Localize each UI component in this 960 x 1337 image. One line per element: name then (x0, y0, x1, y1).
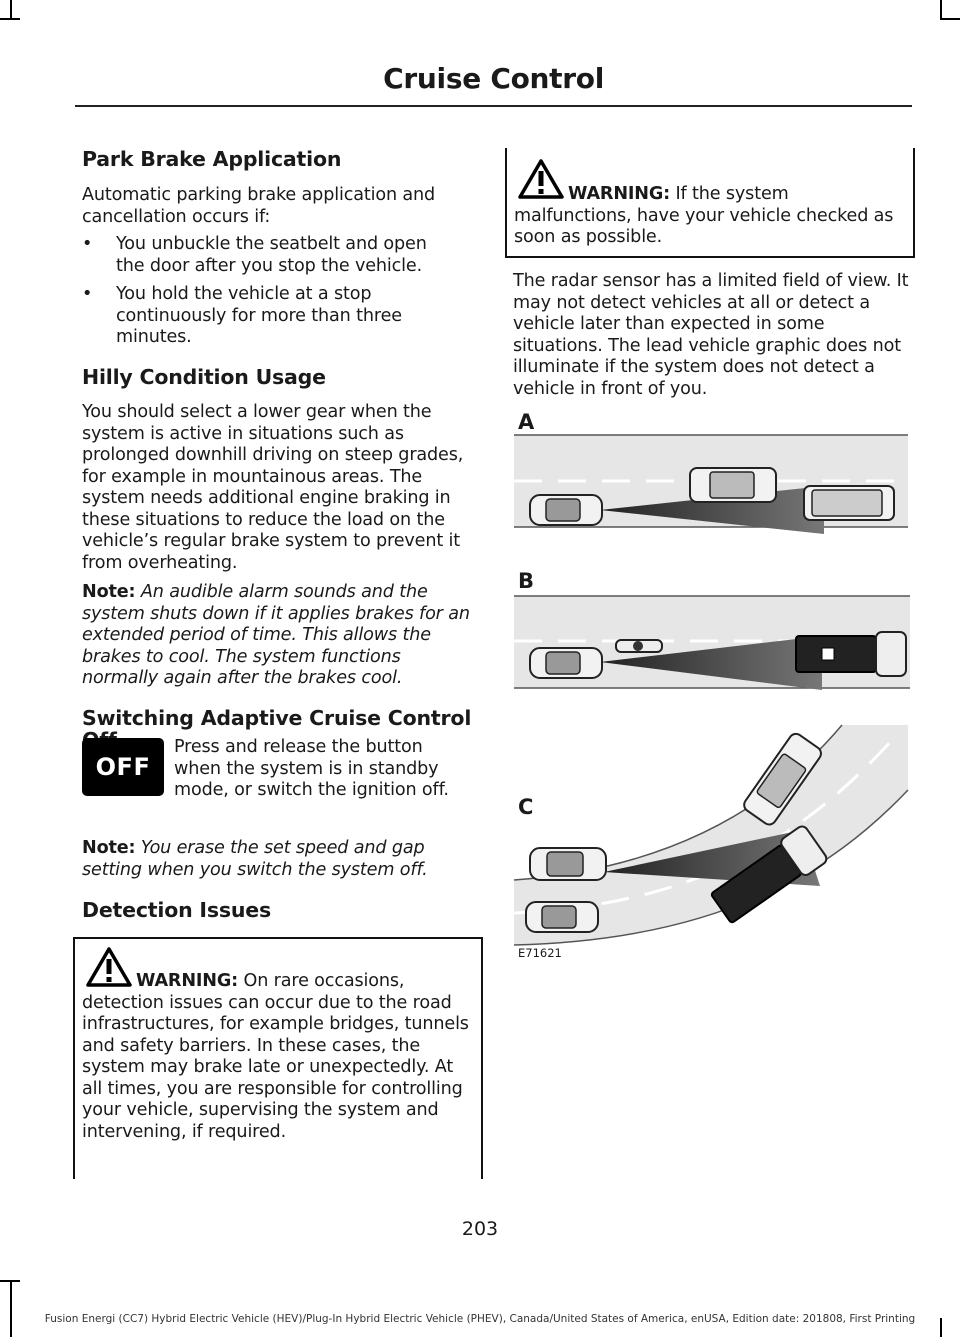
crop-mark (10, 1280, 12, 1337)
crop-mark (0, 18, 20, 20)
hilly-note (82, 582, 476, 690)
diagram-label-a: A (518, 410, 535, 434)
park-brake-intro: Automatic parking brake application and cancellation occurs if: (82, 185, 436, 227)
detection-warning (82, 971, 476, 1143)
radar-body: The radar sensor has a limited field of view. It may not detect vehicles at all or detect a vehicle later than expected in some situations. The lead vehicle graphic does not illuminate if the system does not detect a vehicle in front of you. (513, 271, 909, 399)
malfunction-warning (514, 184, 906, 249)
warning-text: On rare occasions, detection issues can occur due to the road infrastructures, for example bridges, tunnels and safety barriers. In these cases, the system may brake late or unexpectedly. At all times, you are responsible for controlling your vehicle, supervising the system and intervening, if required. (82, 971, 469, 1142)
note-text: You erase the set speed and gap setting when you switch the system off. (82, 838, 428, 880)
section-heading-park-brake: Park Brake Application (82, 147, 342, 171)
page-number: 203 (461, 1218, 499, 1240)
crop-mark (940, 0, 942, 20)
diagram-label-c: C (518, 795, 534, 819)
off-button-icon: OFF (82, 738, 164, 796)
switch-off-note (82, 838, 474, 881)
scene-b (514, 596, 910, 690)
suv-icon (690, 468, 776, 502)
crop-mark (0, 1280, 20, 1282)
truck-icon (796, 632, 906, 676)
car-icon (530, 648, 602, 678)
car-icon (530, 848, 606, 880)
van-icon (804, 486, 894, 520)
section-heading-hilly: Hilly Condition Usage (82, 365, 326, 389)
crop-mark (10, 0, 12, 20)
page-title: Cruise Control (383, 62, 604, 95)
car-icon (530, 495, 602, 525)
scene-c (514, 725, 908, 945)
warning-label: WARNING: (136, 971, 239, 991)
heading-line: Switching Adaptive Cruise Control (82, 706, 472, 730)
section-heading-detection: Detection Issues (82, 898, 271, 922)
car-icon (526, 902, 598, 932)
list-item-text: You unbuckle the seatbelt and open the door after you stop the vehicle. (116, 234, 427, 276)
list-item-text: You hold the vehicle at a stop continuously for more than three minutes. (116, 284, 402, 347)
page-footer: Fusion Energi (CC7) Hybrid Electric Vehicle (HEV)/Plug-In Hybrid Electric Vehicle (PHEV), Canada/United States of America, enUSA, Edition date: 201808, First Printing (44, 1313, 916, 1325)
bullet: • (82, 234, 93, 254)
figure-id: E71621 (518, 946, 562, 960)
header-divider (75, 105, 912, 107)
note-label: Note: (82, 582, 136, 602)
bullet: • (82, 284, 93, 304)
hilly-body: You should select a lower gear when the system is active in situations such as prolonged downhill driving on steep grades, for example in mountainous areas. The system needs additional engine braking in these situations to reduce the load on the vehicle’s regular brake system to prevent it from overheating. (82, 402, 464, 573)
radar-detection-diagram (512, 400, 912, 950)
note-label: Note: (82, 838, 136, 858)
warning-text: If the system malfunctions, have your vehicle checked as soon as possible. (514, 184, 894, 247)
scene-a (514, 435, 908, 534)
crop-mark (940, 18, 960, 20)
note-text: An audible alarm sounds and the system shuts down if it applies brakes for an extended period of time. This allows the brakes to cool. The system functions normally again after the brakes cool. (82, 582, 470, 688)
diagram-label-b: B (518, 569, 535, 593)
switch-off-body: Press and release the button when the system is in standby mode, or switch the ignition off. (174, 737, 449, 800)
warning-label: WARNING: (568, 184, 671, 204)
motorcycle-icon (616, 640, 662, 652)
